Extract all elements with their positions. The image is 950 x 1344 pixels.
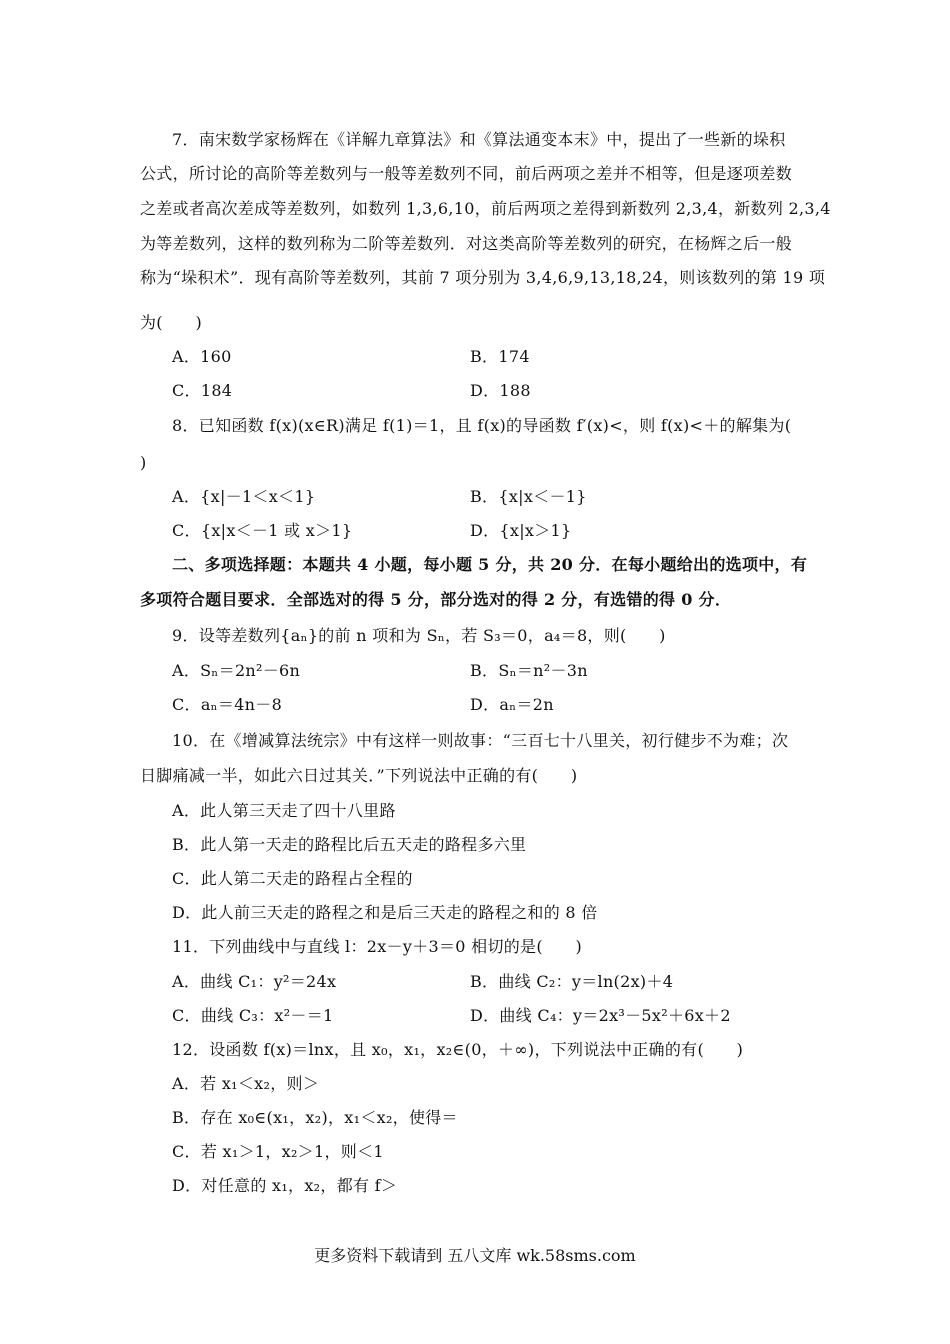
q10-line-1: 10．在《增减算法统宗》中有这样一则故事：“三百七十八里关，初行健步不为难；次: [172, 731, 789, 750]
q10-option-b: B．此人第一天走的路程比后五天走的路程多六里: [172, 835, 527, 854]
section2-line-1: 二、多项选择题：本题共 4 小题，每小题 5 分，共 20 分．在每小题给出的选项中，有: [172, 555, 808, 574]
q7-line-5: 称为“垛积术”．现有高阶等差数列，其前 7 项分别为 3,4,6,9,13,18,24，则该数列的第 19 项: [140, 268, 826, 287]
q9-option-d: D．aₙ＝2n: [470, 695, 554, 714]
q7-line-6: 为( ): [140, 313, 202, 332]
footer-download-note: 更多资料下载请到 五八文库 wk.58sms.com: [314, 1246, 636, 1265]
q8-option-c: C．{x|x＜－1 或 x＞1}: [172, 521, 353, 540]
q11-option-b: B．曲线 C₂：y＝ln(2x)＋4: [470, 972, 674, 991]
q12-stem: 12．设函数 f(x)＝lnx，且 x₀，x₁，x₂∈(0，＋∞)，下列说法中正确的有( ): [172, 1040, 744, 1059]
q7-option-b: B．174: [470, 347, 530, 366]
section2-line-2: 多项符合题目要求．全部选对的得 5 分，部分选对的得 2 分，有选错的得 0 分．: [140, 590, 732, 609]
q12-option-b: B．存在 x₀∈(x₁，x₂)，x₁＜x₂，使得＝: [172, 1108, 458, 1127]
q12-option-d: D．对任意的 x₁，x₂，都有 f＞: [172, 1176, 398, 1195]
q8-line-2: ): [140, 453, 147, 472]
q8-option-a: A．{x|－1＜x＜1}: [172, 487, 316, 506]
q10-option-d: D．此人前三天走的路程之和是后三天走的路程之和的 8 倍: [172, 903, 598, 922]
q7-line-4: 为等差数列，这样的数列称为二阶等差数列．对这类高阶等差数列的研究，在杨辉之后一般: [140, 234, 793, 253]
q8-option-b: B．{x|x＜－1}: [470, 487, 587, 506]
q11-stem: 11．下列曲线中与直线 l：2x－y＋3＝0 相切的是( ): [172, 937, 583, 956]
q10-option-c: C．此人第二天走的路程占全程的: [172, 869, 413, 888]
q11-option-a: A．曲线 C₁：y²＝24x: [172, 972, 337, 991]
q9-stem: 9．设等差数列{aₙ}的前 n 项和为 Sₙ，若 S₃＝0，a₄＝8，则( ): [172, 626, 666, 645]
q7-line-1: 7．南宋数学家杨辉在《详解九章算法》和《算法通变本末》中，提出了一些新的垛积: [172, 130, 786, 149]
q9-option-a: A．Sₙ＝2n²－6n: [172, 661, 301, 680]
q8-option-d: D．{x|x＞1}: [470, 521, 572, 540]
q10-line-2: 日脚痛减一半，如此六日过其关．”下列说法中正确的有( ): [140, 766, 578, 785]
q7-option-c: C．184: [172, 381, 233, 400]
q10-option-a: A．此人第三天走了四十八里路: [172, 801, 396, 820]
q7-option-a: A．160: [172, 347, 232, 366]
q8-line-1: 8．已知函数 f(x)(x∈R)满足 f(1)＝1，且 f(x)的导函数 f′(x)<，则 f(x)<＋的解集为(: [172, 416, 792, 435]
q12-option-c: C．若 x₁＞1，x₂＞1，则＜1: [172, 1142, 384, 1161]
q7-option-d: D．188: [470, 381, 531, 400]
q11-option-c: C．曲线 C₃：x²－＝1: [172, 1006, 334, 1025]
q7-line-3: 之差或者高次差成等差数列，如数列 1,3,6,10，前后两项之差得到新数列 2,3,4，新数列 2,3,4: [140, 199, 831, 218]
q11-option-d: D．曲线 C₄：y＝2x³－5x²＋6x＋2: [470, 1006, 731, 1025]
q12-option-a: A．若 x₁＜x₂，则＞: [172, 1074, 320, 1093]
q9-option-c: C．aₙ＝4n－8: [172, 695, 283, 714]
q7-line-2: 公式，所讨论的高阶等差数列与一般等差数列不同，前后两项之差并不相等，但是逐项差数: [140, 164, 793, 183]
q9-option-b: B．Sₙ＝n²－3n: [470, 661, 588, 680]
